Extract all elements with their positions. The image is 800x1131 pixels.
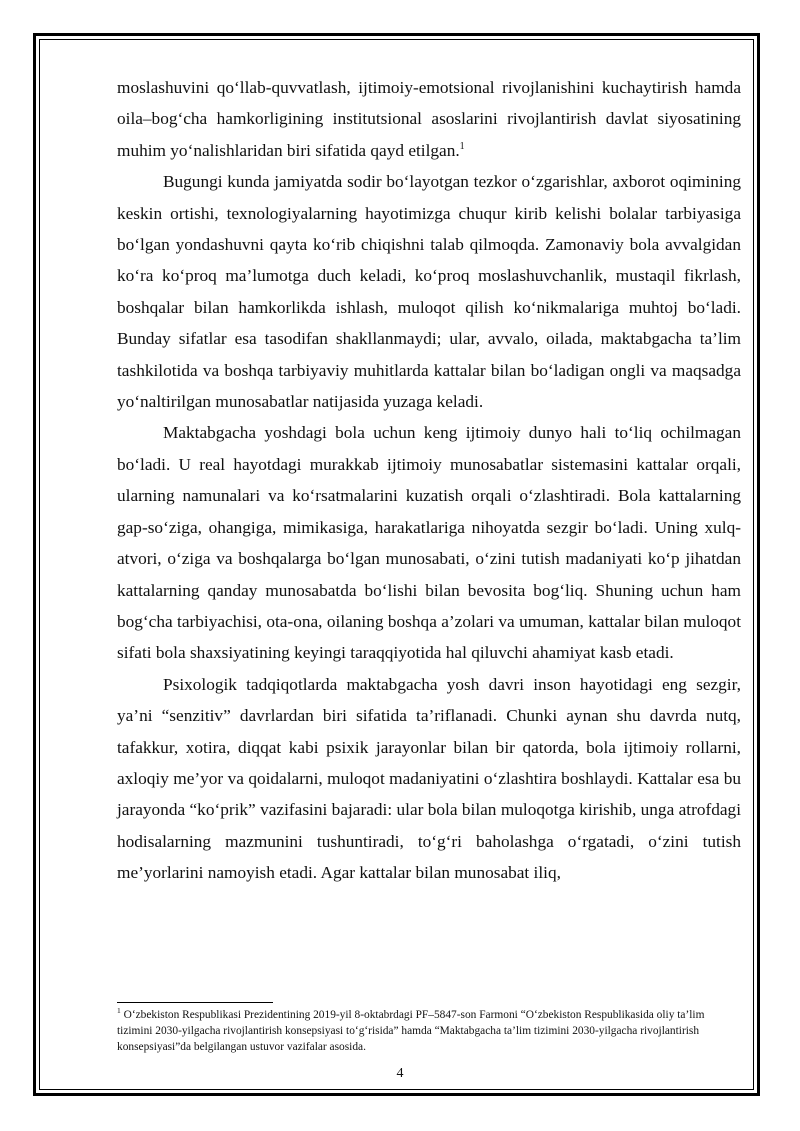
paragraph-2: Bugungi kunda jamiyatda sodir bo‘layotgan tezkor o‘zgarishlar, axborot oqimining keskin ortishi, texnologiyalarning hayotimizga chuqur kirib kelishi bolalar tarbiyasiga bo‘lgan yondashuvni qayta ko‘rib chiqishni talab qilmoqda. Zamonaviy bola avvalgidan ko‘ra ko‘proq ma’lumotga duch keladi, ko‘proq moslashuvchanlik, mustaqil fikrlash, boshqalar bilan hamkorlikda ishlash, muloqot qilish ko‘nikmalariga muhtoj bo‘ladi. Bunday sifatlar esa tasodifan shakllanmaydi; ular, avvalo, oilada, maktabgacha ta’lim tashkilotida va boshqa tarbiyaviy muhitlarda kattalar bilan bo‘ladigan ongli va maqsadga yo‘naltirilgan munosabatlar natijasida yuzaga keladi.	[117, 172, 741, 412]
page-number: 4	[396, 1066, 404, 1081]
paragraph-4: Psixologik tadqiqotlarda maktabgacha yosh davri inson hayotidagi eng sezgir, ya’ni “senzitiv” davrlardan biri sifatida ta’riflanadi. Chunki aynan shu davrda nutq, tafakkur, xotira, diqqat kabi psixik jarayonlar bilan bir qatorda, bola ijtimoiy rollarni, axloqiy me’yor va qoidalarni, muloqot madaniyatini o‘zlashtira boshlaydi. Kattalar esa bu jarayonda “ko‘prik” vazifasini bajaradi: ular bola bilan muloqotga kirishib, unga atrofdagi hodisalarning mazmunini tushuntiradi, to‘g‘ri baholashga o‘rgatadi, o‘zini tutish me’yorlarini namoyish etadi. Agar kattalar bilan munosabat iliq,	[117, 674, 741, 883]
document-body	[117, 72, 741, 889]
paragraph-1	[117, 72, 741, 166]
footnote-marker: 1	[117, 1006, 121, 1016]
paragraph-1-text: moslashuvini qo‘llab-quvvatlash, ijtimoiy-emotsional rivojlanishini kuchaytirish hamda oila–bog‘cha hamkorligining institutsional asoslarini rivojlantirish davlat siyosatining muhim yo‘nalishlaridan biri sifatida qayd etilgan.	[117, 78, 741, 160]
footnote-text: O‘zbekiston Respublikasi Prezidentining 2019-yil 8-oktabrdagi PF–5847-son Farmoni “O‘zbekiston Respublikasida oliy ta’lim tizimini 2030-yilgacha rivojlantirish konsepsiyasi to‘g‘risida” hamda “Maktabgacha ta’lim tizimini 2030-yilgacha rivojlantirish konsepsiyasi”da belgilangan ustuvor vazifalar asosida.	[117, 1009, 705, 1054]
footnote	[117, 1007, 741, 1056]
footnote-reference[interactable]: 1	[459, 141, 465, 153]
footnote-separator	[117, 1002, 273, 1003]
paragraph-3: Maktabgacha yoshdagi bola uchun keng ijtimoiy dunyo hali to‘liq ochilmagan bo‘ladi. U real hayotdagi murakkab ijtimoiy munosabatlar sistemasini kattalar orqali, ularning namunalari va ko‘rsatmalarini kuzatish orqali o‘zlashtiradi. Bola kattalarning gap-so‘ziga, ohangiga, mimikasiga, harakatlariga nihoyatda sezgir bo‘ladi. Uning xulq-atvori, o‘ziga va boshqalarga bo‘lgan munosabati, o‘zini tutish madaniyati ko‘p jihatdan kattalarning qanday munosabatda bo‘lishi bilan bevosita bog‘liq. Shuning uchun ham bog‘cha tarbiyachisi, ota-ona, oilaning boshqa a’zolari va umuman, kattalar bilan muloqot sifati bola shaxsiyatining keyingi taraqqiyotida hal qiluvchi ahamiyat kasb etadi.	[117, 423, 741, 663]
